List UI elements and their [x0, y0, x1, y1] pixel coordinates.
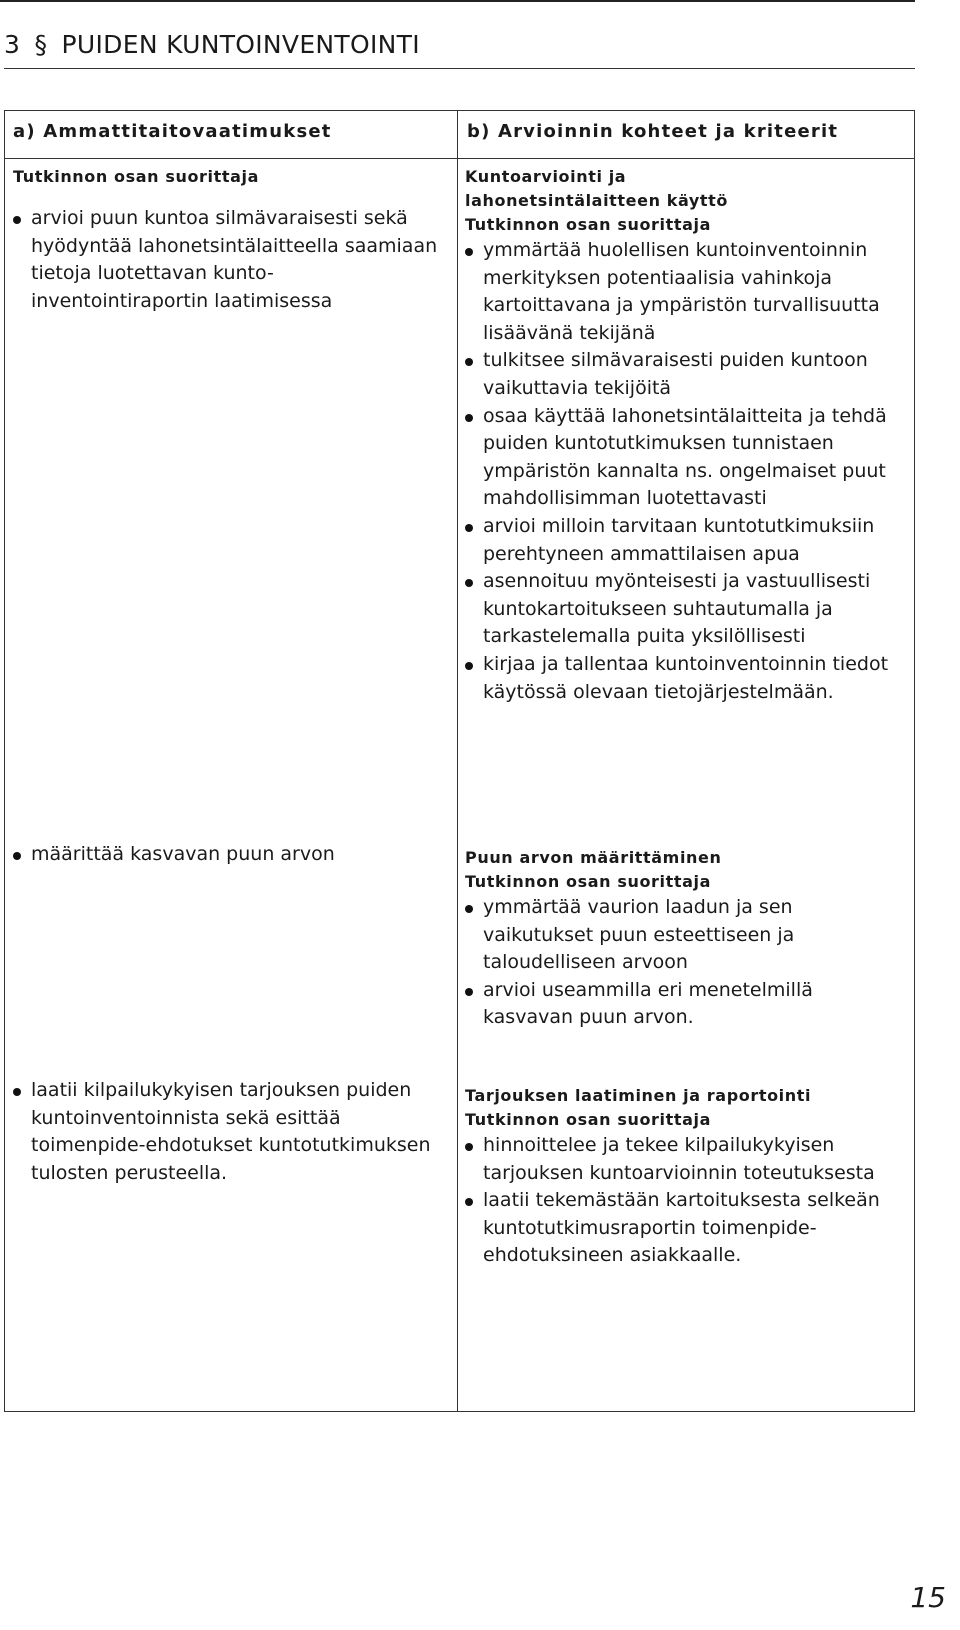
performer-label: Tutkinnon osan suorittaja — [465, 1110, 711, 1129]
criteria-table — [4, 110, 915, 1412]
row2-requirements — [13, 841, 443, 869]
requirements-list — [13, 841, 443, 869]
requirements-list — [13, 205, 443, 315]
list-item: ymmärtää vaurion laadun ja sen vaikutukset puun esteettiseen ja taloudelliseen arvoon — [465, 894, 907, 977]
requirements-list — [13, 1077, 443, 1187]
performer-label: Tutkinnon osan suorittaja — [13, 167, 259, 186]
list-item: tulkitsee silmävaraisesti puiden kuntoon vaikuttavia tekijöitä — [465, 347, 907, 402]
section-title: PUIDEN KUNTOINVENTOINTI — [61, 30, 420, 59]
criteria-section-title: Kuntoarviointi ja lahonetsintälaitteen käyttö — [465, 167, 728, 210]
row2-criteria — [465, 846, 907, 1032]
list-item: asennoituu myönteisesti ja vastuullisesti kuntokartoitukseen suhtautumalla ja tarkastelemalla puita yksilöllisesti — [465, 568, 907, 651]
column-heading-a: a) Ammattitaitovaatimukset — [13, 121, 332, 142]
header-divider — [5, 158, 914, 159]
page-number: 15 — [910, 1581, 946, 1614]
performer-label: Tutkinnon osan suorittaja — [465, 215, 711, 234]
criteria-list — [465, 894, 907, 1032]
performer-label: Tutkinnon osan suorittaja — [465, 872, 711, 891]
criteria-section-title: Puun arvon määrittäminen — [465, 848, 722, 867]
row1-criteria — [465, 165, 907, 706]
list-item: hinnoittelee ja tekee kilpailukykyisen tarjouksen kuntoarvioinnin toteutuksesta — [465, 1132, 907, 1187]
list-item: osaa käyttää lahonetsintälaitteita ja tehdä puiden kuntotutkimuksen tunnistaen ympäristön kannalta ns. ongelmaiset puut mahdollisimman luotettavasti — [465, 403, 907, 513]
top-rule — [0, 0, 915, 2]
list-item: ymmärtää huolellisen kuntoinventoinnin merkityksen potentiaalisia vahinkoja kartoittavana ja ympäristön turvallisuutta lisäävänä tekijänä — [465, 237, 907, 347]
page-title — [4, 28, 915, 69]
row1-requirements — [13, 165, 443, 315]
list-item: laatii kilpailukykyisen tarjouksen puiden kuntoinventoinnista sekä esittää toimenpide-ehdotukset kuntotutkimuksen tulosten perusteella. — [13, 1077, 443, 1187]
column-heading-b: b) Arvioinnin kohteet ja kriteerit — [467, 121, 839, 142]
row3-criteria — [465, 1084, 907, 1270]
section-number: 3 — [4, 30, 21, 59]
criteria-section-title: Tarjouksen laatiminen ja raportointi — [465, 1086, 812, 1105]
list-item: arvioi puun kuntoa silmävaraisesti sekä hyödyntää lahonetsintälaitteella saamiaan tietoja luotettavan kunto-inventointiraportin laatimisessa — [13, 205, 443, 315]
criteria-list — [465, 237, 907, 706]
list-item: arvioi milloin tarvitaan kuntotutkimuksiin perehtyneen ammattilaisen apua — [465, 513, 907, 568]
list-item: määrittää kasvavan puun arvon — [13, 841, 443, 869]
list-item: kirjaa ja tallentaa kuntoinventoinnin tiedot käytössä olevaan tietojärjestelmään. — [465, 651, 907, 706]
column-divider — [457, 111, 458, 1411]
section-sign: § — [34, 30, 48, 59]
criteria-list — [465, 1132, 907, 1270]
list-item: arvioi useammilla eri menetelmillä kasvavan puun arvon. — [465, 977, 907, 1032]
list-item: laatii tekemästään kartoituksesta selkeän kuntotutkimusraportin toimenpide-ehdotuksineen asiakkaalle. — [465, 1187, 907, 1270]
row3-requirements — [13, 1077, 443, 1187]
